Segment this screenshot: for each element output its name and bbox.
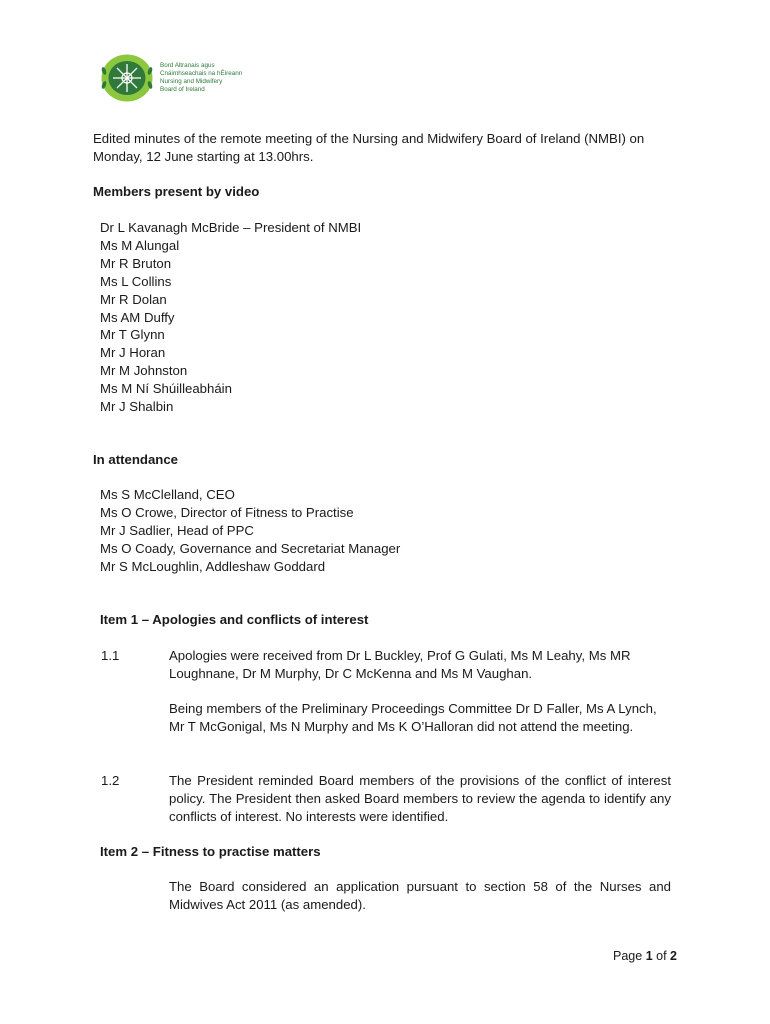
list-item: Mr T Glynn <box>100 327 165 343</box>
list-item: Mr M Johnston <box>100 363 188 379</box>
conflict-policy-paragraph: The President reminded Board members of the provisions of the conflict of interest policy. The President then asked Board members to review the agenda to identify any conflicts of interest. No interests were identified. <box>169 773 671 824</box>
of-word: of <box>656 949 667 963</box>
members-heading: Members present by video <box>93 184 260 199</box>
list-item: Mr R Bruton <box>100 255 172 271</box>
attendance-heading: In attendance <box>93 452 179 467</box>
nmbi-logo <box>100 53 242 103</box>
list-item: Mr J Horan <box>100 345 166 361</box>
current-page: 1 <box>645 949 653 963</box>
intro-paragraph: Edited minutes of the remote meeting of the Nursing and Midwifery Board of Ireland (NMBI) on Monday, 12 June starting at 13.00hrs. <box>93 131 645 164</box>
item1-heading: Item 1 – Apologies and conflicts of interest <box>100 612 369 627</box>
logo-wordmark <box>160 62 242 95</box>
list-item: Mr S McLoughlin, Addleshaw Goddard <box>100 558 326 574</box>
logo-line: Cnáimhseachais na hÉireann <box>160 69 243 77</box>
logo-line: Bord Altranais agus <box>160 61 215 69</box>
attendance-list <box>100 486 400 576</box>
logo-line: Board of Ireland <box>160 86 205 94</box>
list-item: Dr L Kavanagh McBride – President of NMBI <box>100 220 362 235</box>
list-item: Mr J Sadlier, Head of PPC <box>100 522 254 538</box>
page-word: Page <box>613 949 643 963</box>
list-item: Ms O Coady, Governance and Secretariat Manager <box>100 540 401 556</box>
list-item: Mr J Shalbin <box>100 399 174 415</box>
list-item: Ms O Crowe, Director of Fitness to Practise <box>100 504 354 520</box>
list-item: Ms AM Duffy <box>100 309 175 325</box>
item-number: 1.2 <box>101 773 120 788</box>
section58-paragraph: The Board considered an application pursuant to section 58 of the Nurses and Midwives Act 2011 (as amended). <box>169 879 671 912</box>
list-item: Ms M Alungal <box>100 237 180 253</box>
apologies-paragraph: Apologies were received from Dr L Buckley, Prof G Gulati, Ms M Leahy, Ms MR Loughnane, Dr M Murphy, Dr C McKenna and Ms M Vaughan. <box>169 648 631 681</box>
total-pages: 2 <box>670 949 677 963</box>
list-item: Ms S McClelland, CEO <box>100 487 235 502</box>
logo-line: Nursing and Midwifery <box>160 78 223 85</box>
nmbi-emblem-icon <box>100 53 154 103</box>
item-number: 1.1 <box>101 648 120 663</box>
list-item: Ms L Collins <box>100 273 172 289</box>
list-item: Ms M Ní Shúilleabháin <box>100 381 232 397</box>
page-number <box>613 948 677 964</box>
list-item: Mr R Dolan <box>100 291 167 307</box>
item2-heading: Item 2 – Fitness to practise matters <box>100 844 321 859</box>
members-list <box>100 219 361 416</box>
ppc-members-paragraph: Being members of the Preliminary Proceedings Committee Dr D Faller, Ms A Lynch, Mr T McGonigal, Ms N Murphy and Ms K O’Halloran did not attend the meeting. <box>169 701 657 734</box>
